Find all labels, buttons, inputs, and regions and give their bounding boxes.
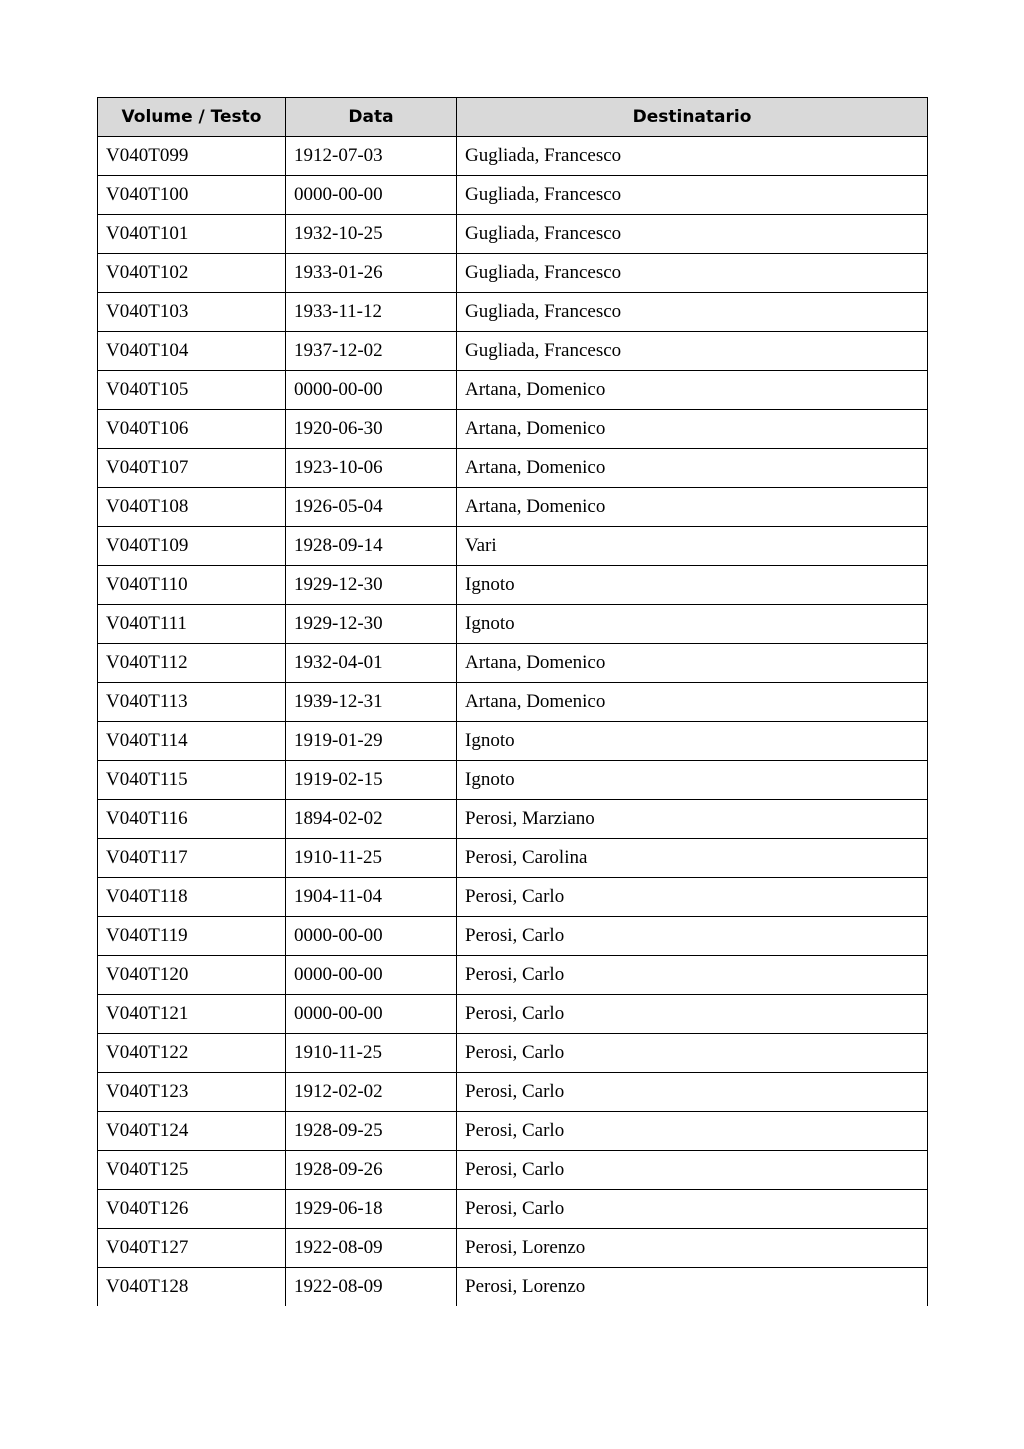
cell-data: 1939-12-31 bbox=[286, 683, 457, 722]
cell-destinatario: Ignoto bbox=[457, 722, 928, 761]
table-row bbox=[98, 449, 928, 488]
table-row bbox=[98, 137, 928, 176]
cell-volume-testo: V040T119 bbox=[98, 917, 286, 956]
cell-destinatario: Vari bbox=[457, 527, 928, 566]
letters-table bbox=[97, 97, 928, 1306]
cell-data: 1912-07-03 bbox=[286, 137, 457, 176]
table-row bbox=[98, 1268, 928, 1307]
cell-volume-testo: V040T102 bbox=[98, 254, 286, 293]
table-row bbox=[98, 1073, 928, 1112]
table-row bbox=[98, 1229, 928, 1268]
table-row bbox=[98, 683, 928, 722]
cell-data: 1920-06-30 bbox=[286, 410, 457, 449]
table-row bbox=[98, 956, 928, 995]
cell-destinatario: Perosi, Carlo bbox=[457, 1112, 928, 1151]
cell-data: 1922-08-09 bbox=[286, 1268, 457, 1307]
cell-data: 1928-09-26 bbox=[286, 1151, 457, 1190]
table-row bbox=[98, 1151, 928, 1190]
cell-data: 1912-02-02 bbox=[286, 1073, 457, 1112]
cell-destinatario: Perosi, Carlo bbox=[457, 1190, 928, 1229]
cell-destinatario: Gugliada, Francesco bbox=[457, 332, 928, 371]
table-row bbox=[98, 644, 928, 683]
cell-destinatario: Artana, Domenico bbox=[457, 683, 928, 722]
cell-volume-testo: V040T128 bbox=[98, 1268, 286, 1307]
cell-volume-testo: V040T120 bbox=[98, 956, 286, 995]
cell-destinatario: Artana, Domenico bbox=[457, 644, 928, 683]
header-destinatario: Destinatario bbox=[457, 98, 928, 137]
cell-data: 1928-09-14 bbox=[286, 527, 457, 566]
cell-data: 1928-09-25 bbox=[286, 1112, 457, 1151]
cell-volume-testo: V040T127 bbox=[98, 1229, 286, 1268]
cell-data: 0000-00-00 bbox=[286, 371, 457, 410]
cell-data: 1929-12-30 bbox=[286, 566, 457, 605]
cell-volume-testo: V040T101 bbox=[98, 215, 286, 254]
cell-volume-testo: V040T124 bbox=[98, 1112, 286, 1151]
cell-destinatario: Perosi, Lorenzo bbox=[457, 1268, 928, 1307]
cell-volume-testo: V040T104 bbox=[98, 332, 286, 371]
cell-data: 1929-12-30 bbox=[286, 605, 457, 644]
table-row bbox=[98, 722, 928, 761]
cell-destinatario: Gugliada, Francesco bbox=[457, 176, 928, 215]
header-data: Data bbox=[286, 98, 457, 137]
table-row bbox=[98, 995, 928, 1034]
cell-volume-testo: V040T118 bbox=[98, 878, 286, 917]
table-row bbox=[98, 293, 928, 332]
cell-data: 1926-05-04 bbox=[286, 488, 457, 527]
table-row bbox=[98, 800, 928, 839]
cell-destinatario: Perosi, Carlo bbox=[457, 1151, 928, 1190]
cell-data: 1933-01-26 bbox=[286, 254, 457, 293]
cell-volume-testo: V040T116 bbox=[98, 800, 286, 839]
cell-data: 1932-10-25 bbox=[286, 215, 457, 254]
table-row bbox=[98, 605, 928, 644]
cell-volume-testo: V040T111 bbox=[98, 605, 286, 644]
cell-data: 0000-00-00 bbox=[286, 176, 457, 215]
cell-volume-testo: V040T112 bbox=[98, 644, 286, 683]
cell-destinatario: Perosi, Carlo bbox=[457, 1034, 928, 1073]
table-row bbox=[98, 1190, 928, 1229]
table-row bbox=[98, 488, 928, 527]
cell-data: 0000-00-00 bbox=[286, 956, 457, 995]
cell-destinatario: Artana, Domenico bbox=[457, 410, 928, 449]
table-row bbox=[98, 371, 928, 410]
cell-volume-testo: V040T110 bbox=[98, 566, 286, 605]
cell-destinatario: Ignoto bbox=[457, 605, 928, 644]
cell-volume-testo: V040T107 bbox=[98, 449, 286, 488]
cell-destinatario: Gugliada, Francesco bbox=[457, 254, 928, 293]
cell-destinatario: Perosi, Carlo bbox=[457, 956, 928, 995]
cell-volume-testo: V040T122 bbox=[98, 1034, 286, 1073]
table-row bbox=[98, 917, 928, 956]
cell-destinatario: Perosi, Carolina bbox=[457, 839, 928, 878]
cell-volume-testo: V040T109 bbox=[98, 527, 286, 566]
table-row bbox=[98, 878, 928, 917]
cell-volume-testo: V040T126 bbox=[98, 1190, 286, 1229]
table-row bbox=[98, 215, 928, 254]
cell-volume-testo: V040T123 bbox=[98, 1073, 286, 1112]
cell-volume-testo: V040T106 bbox=[98, 410, 286, 449]
cell-volume-testo: V040T105 bbox=[98, 371, 286, 410]
cell-data: 1937-12-02 bbox=[286, 332, 457, 371]
cell-data: 1910-11-25 bbox=[286, 1034, 457, 1073]
table-row bbox=[98, 332, 928, 371]
cell-volume-testo: V040T115 bbox=[98, 761, 286, 800]
cell-destinatario: Perosi, Marziano bbox=[457, 800, 928, 839]
cell-volume-testo: V040T121 bbox=[98, 995, 286, 1034]
cell-volume-testo: V040T100 bbox=[98, 176, 286, 215]
table-row bbox=[98, 839, 928, 878]
cell-data: 1923-10-06 bbox=[286, 449, 457, 488]
cell-destinatario: Gugliada, Francesco bbox=[457, 293, 928, 332]
cell-destinatario: Artana, Domenico bbox=[457, 449, 928, 488]
table-row bbox=[98, 566, 928, 605]
table-row bbox=[98, 1112, 928, 1151]
cell-destinatario: Gugliada, Francesco bbox=[457, 215, 928, 254]
cell-volume-testo: V040T117 bbox=[98, 839, 286, 878]
table-body bbox=[98, 137, 928, 1307]
cell-data: 0000-00-00 bbox=[286, 995, 457, 1034]
cell-data: 1929-06-18 bbox=[286, 1190, 457, 1229]
cell-volume-testo: V040T108 bbox=[98, 488, 286, 527]
cell-data: 1919-02-15 bbox=[286, 761, 457, 800]
table-header bbox=[98, 98, 928, 137]
cell-data: 1894-02-02 bbox=[286, 800, 457, 839]
cell-volume-testo: V040T099 bbox=[98, 137, 286, 176]
cell-data: 1933-11-12 bbox=[286, 293, 457, 332]
cell-data: 1922-08-09 bbox=[286, 1229, 457, 1268]
table-row bbox=[98, 761, 928, 800]
cell-destinatario: Perosi, Carlo bbox=[457, 995, 928, 1034]
cell-data: 1910-11-25 bbox=[286, 839, 457, 878]
table-row bbox=[98, 254, 928, 293]
table-row bbox=[98, 527, 928, 566]
cell-destinatario: Gugliada, Francesco bbox=[457, 137, 928, 176]
cell-destinatario: Perosi, Carlo bbox=[457, 917, 928, 956]
cell-destinatario: Artana, Domenico bbox=[457, 371, 928, 410]
cell-volume-testo: V040T113 bbox=[98, 683, 286, 722]
cell-volume-testo: V040T125 bbox=[98, 1151, 286, 1190]
cell-data: 1932-04-01 bbox=[286, 644, 457, 683]
cell-data: 1904-11-04 bbox=[286, 878, 457, 917]
cell-volume-testo: V040T103 bbox=[98, 293, 286, 332]
table-row bbox=[98, 410, 928, 449]
cell-destinatario: Perosi, Carlo bbox=[457, 1073, 928, 1112]
cell-destinatario: Artana, Domenico bbox=[457, 488, 928, 527]
cell-data: 0000-00-00 bbox=[286, 917, 457, 956]
cell-destinatario: Perosi, Lorenzo bbox=[457, 1229, 928, 1268]
cell-destinatario: Ignoto bbox=[457, 761, 928, 800]
header-volume-testo: Volume / Testo bbox=[98, 98, 286, 137]
table-row bbox=[98, 1034, 928, 1073]
header-row bbox=[98, 98, 928, 137]
cell-data: 1919-01-29 bbox=[286, 722, 457, 761]
cell-destinatario: Perosi, Carlo bbox=[457, 878, 928, 917]
cell-destinatario: Ignoto bbox=[457, 566, 928, 605]
table-row bbox=[98, 176, 928, 215]
cell-volume-testo: V040T114 bbox=[98, 722, 286, 761]
